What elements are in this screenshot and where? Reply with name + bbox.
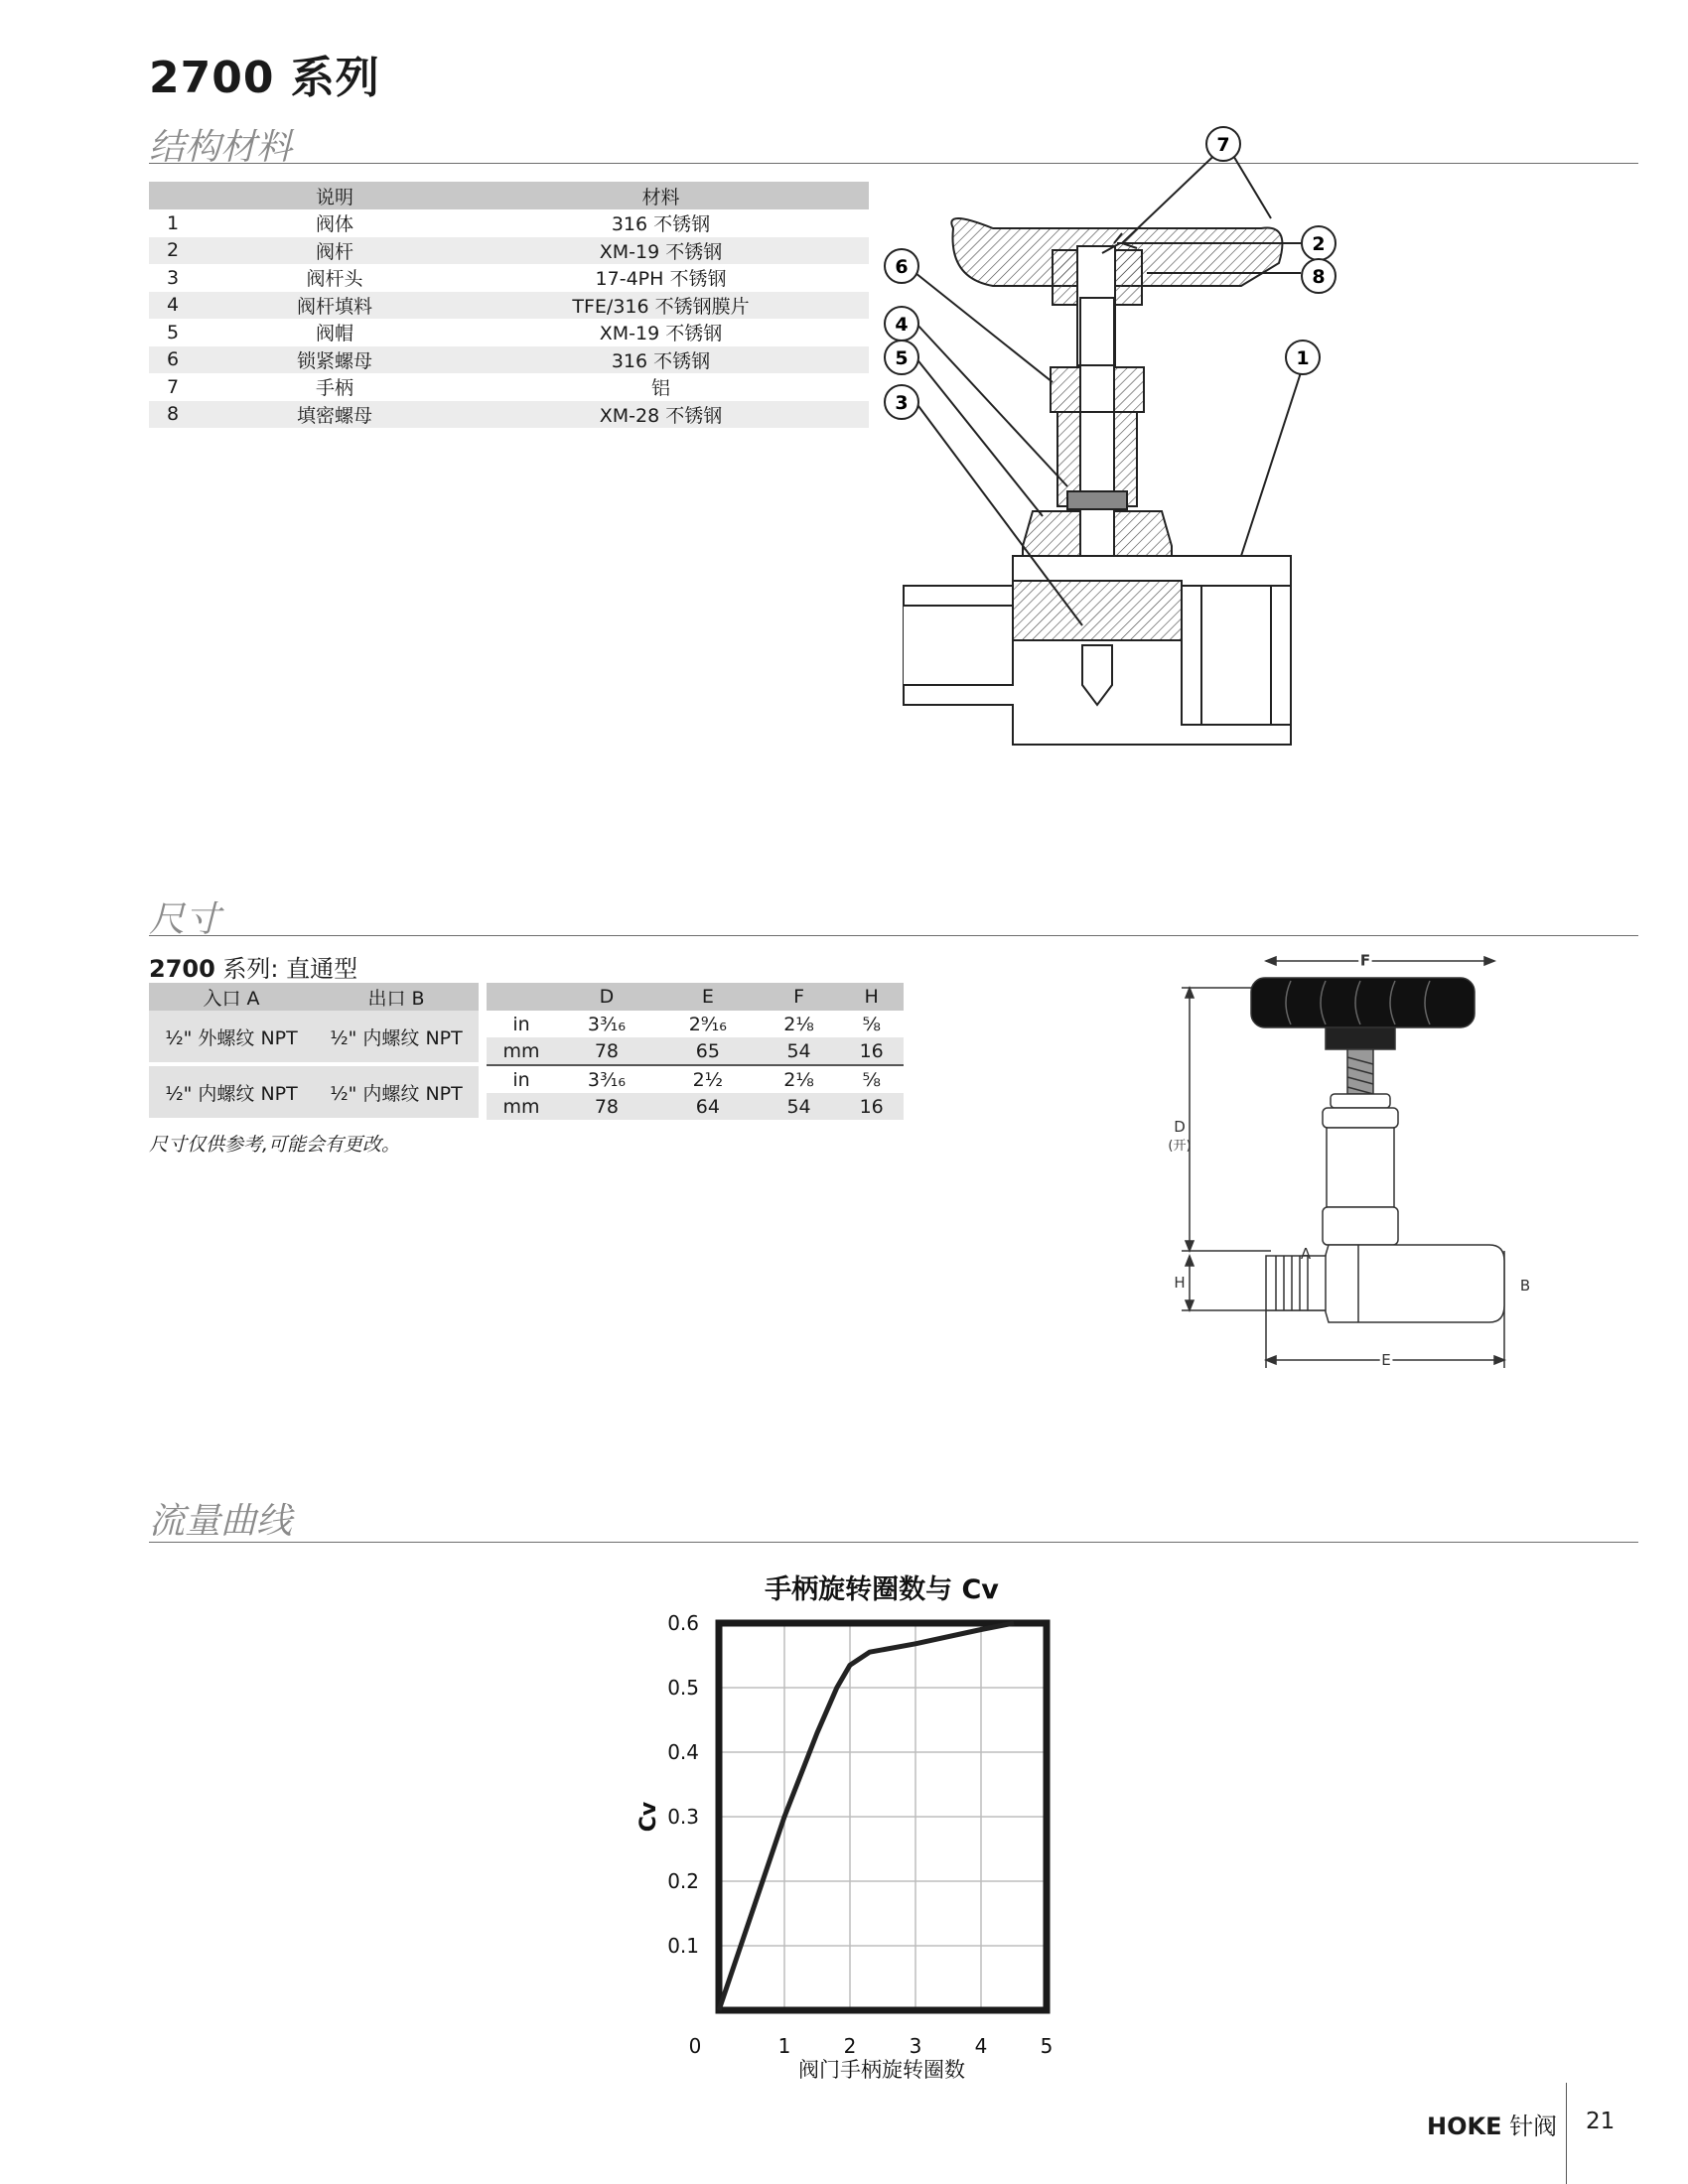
subtitle-type: 系列: 直通型 <box>214 955 358 983</box>
part-material: XM-28 不锈钢 <box>453 401 869 429</box>
unit: mm <box>487 1037 556 1065</box>
part-material: 316 不锈钢 <box>611 213 711 236</box>
svg-text:1: 1 <box>1296 347 1310 369</box>
table-row <box>487 1037 904 1065</box>
header-D: D <box>556 983 657 1011</box>
table-row <box>149 346 869 374</box>
dim-H: 16 <box>839 1037 904 1065</box>
y-tick-label: 0.5 <box>667 1676 699 1700</box>
section-title-dimensions: 尺寸 <box>149 899 221 940</box>
x-tick-label: 1 <box>777 2034 791 2058</box>
dimensions-subtitle <box>149 949 357 984</box>
table-row <box>487 1093 904 1120</box>
part-number: 7 <box>167 375 180 398</box>
svg-text:4: 4 <box>895 314 909 336</box>
dim-label-B: B <box>1519 1277 1531 1295</box>
materials-header-desc: 说明 <box>216 182 453 209</box>
header-unit <box>487 983 556 1011</box>
callout-1 <box>1286 341 1320 374</box>
chart-title: 手柄旋转圈数与 Cv <box>765 1574 999 1605</box>
part-number: 3 <box>167 266 180 289</box>
dim-label-F: F <box>1359 951 1371 970</box>
y-tick-label: 0.2 <box>667 1869 699 1893</box>
dim-H: ⅝ <box>862 1068 881 1091</box>
unit: in <box>512 1068 530 1091</box>
table-row <box>149 292 869 320</box>
ports-header-row <box>149 983 479 1011</box>
part-number: 1 <box>167 211 180 234</box>
dim-label-D: D <box>1174 1118 1186 1136</box>
part-desc: 阀体 <box>315 213 353 236</box>
subtitle-series: 2700 <box>149 955 215 983</box>
svg-text:6: 6 <box>895 256 909 278</box>
x-tick-label: 3 <box>909 2034 922 2058</box>
part-number: 2 <box>149 237 216 265</box>
section-title-flow: 流量曲线 <box>149 1501 293 1542</box>
part-number: 8 <box>149 401 216 429</box>
table-row <box>149 401 869 429</box>
y-tick-label: 0.6 <box>667 1611 699 1635</box>
part-desc: 阀杆头 <box>306 268 363 291</box>
part-desc: 阀帽 <box>315 323 353 345</box>
dim-label-H: H <box>1174 1274 1186 1292</box>
materials-header-material: 材料 <box>453 182 869 209</box>
dim-D: 3³⁄₁₆ <box>587 1013 626 1035</box>
page-number: 21 <box>1586 2109 1616 2134</box>
svg-text:3: 3 <box>895 392 909 414</box>
dim-label-D-open: (开) <box>1168 1139 1192 1154</box>
x-tick-label: 5 <box>1040 2034 1054 2058</box>
x-tick-label: 2 <box>843 2034 857 2058</box>
svg-text:2: 2 <box>1312 233 1326 255</box>
inlet-value: ½" 内螺纹 NPT <box>149 1064 314 1120</box>
x-tick-label: 4 <box>974 2034 988 2058</box>
materials-header-row <box>149 182 869 209</box>
callout-3 <box>885 385 918 419</box>
x-tick-origin: 0 <box>688 2034 702 2058</box>
part-number: 4 <box>149 292 216 320</box>
chart-grid <box>719 1623 1047 2010</box>
ports-table <box>149 983 479 1122</box>
brand-name: HOKE <box>1427 2113 1502 2140</box>
dim-D: 78 <box>556 1093 657 1120</box>
callout-2 <box>1302 226 1336 260</box>
table-row <box>487 1065 904 1093</box>
part-material: XM-19 不锈钢 <box>453 237 869 265</box>
table-row <box>487 1011 904 1037</box>
table-row <box>149 373 869 401</box>
table-row <box>149 1011 479 1064</box>
x-axis-label: 阀门手柄旋转圈数 <box>798 2058 965 2082</box>
outlet-value: ½" 内螺纹 NPT <box>314 1011 479 1064</box>
callout-5 <box>885 341 918 374</box>
section-rule <box>149 935 1638 936</box>
dim-E: 2⁹⁄₁₆ <box>688 1013 727 1035</box>
y-tick-label: 0.4 <box>667 1740 699 1764</box>
dim-E: 2½ <box>692 1068 724 1091</box>
table-row <box>149 264 869 292</box>
unit: in <box>512 1013 530 1035</box>
section-title-materials: 结构材料 <box>149 127 293 168</box>
dim-F: 54 <box>759 1093 840 1120</box>
section-rule <box>149 163 1638 164</box>
dim-D: 78 <box>556 1037 657 1065</box>
header-outlet: 出口 B <box>314 983 479 1011</box>
brand-suffix: 针阀 <box>1501 2113 1558 2140</box>
part-desc: 填密螺母 <box>216 401 453 429</box>
dim-H: 16 <box>839 1093 904 1120</box>
callout-7 <box>1206 127 1240 161</box>
outlet-value: ½" 内螺纹 NPT <box>314 1064 479 1120</box>
dim-F: 2⅛ <box>783 1068 814 1091</box>
flow-chart <box>616 1569 1092 2085</box>
dim-H: ⅝ <box>862 1013 881 1035</box>
part-number: 6 <box>149 346 216 374</box>
header-H: H <box>839 983 904 1011</box>
y-tick-labels <box>667 1611 699 1958</box>
y-tick-label: 0.3 <box>667 1805 699 1829</box>
page-title: 2700 系列 <box>149 53 380 103</box>
unit: mm <box>487 1093 556 1120</box>
y-tick-label: 0.1 <box>667 1934 699 1958</box>
dimensions-table <box>487 983 904 1120</box>
part-desc: 阀杆 <box>216 237 453 265</box>
y-axis-label: Cv <box>636 1801 661 1833</box>
part-desc: 锁紧螺母 <box>216 346 453 374</box>
table-row <box>149 209 869 237</box>
section-rule <box>149 1542 1638 1543</box>
dim-D: 3³⁄₁₆ <box>587 1068 626 1091</box>
valve-dimension-drawing <box>1152 953 1569 1410</box>
part-material: 17-4PH 不锈钢 <box>595 268 727 291</box>
part-desc: 阀杆填料 <box>216 292 453 320</box>
dim-F: 2⅛ <box>783 1013 814 1035</box>
dim-label-E: E <box>1381 1351 1391 1369</box>
part-material: 铝 <box>650 377 670 400</box>
header-E: E <box>657 983 759 1011</box>
svg-text:8: 8 <box>1312 266 1326 288</box>
callout-6 <box>885 249 918 283</box>
part-desc: 手柄 <box>315 377 353 400</box>
dim-E: 65 <box>657 1037 759 1065</box>
part-material: TFE/316 不锈钢膜片 <box>453 292 869 320</box>
callout-8 <box>1302 259 1336 293</box>
header-inlet: 入口 A <box>149 983 314 1011</box>
table-row <box>149 319 869 346</box>
x-tick-labels <box>778 2034 1054 2058</box>
footer-brand <box>1427 2107 1557 2141</box>
footer-divider <box>1566 2083 1567 2184</box>
dimensions-note: 尺寸仅供参考,可能会有更改。 <box>149 1134 401 1156</box>
table-row <box>149 237 869 265</box>
table-row <box>149 1064 479 1120</box>
materials-table <box>149 182 869 428</box>
dimensions-header-row <box>487 983 904 1011</box>
svg-text:7: 7 <box>1216 134 1230 156</box>
part-number: 5 <box>167 321 180 343</box>
dim-E: 64 <box>657 1093 759 1120</box>
part-material: XM-19 不锈钢 <box>599 323 723 345</box>
valve-cross-section-drawing <box>874 134 1331 804</box>
materials-header-num <box>149 182 216 209</box>
dim-F: 54 <box>759 1037 840 1065</box>
svg-text:5: 5 <box>895 347 909 369</box>
dim-label-A: A <box>1300 1245 1312 1263</box>
callout-4 <box>885 307 918 341</box>
inlet-value: ½" 外螺纹 NPT <box>149 1011 314 1064</box>
part-material: 316 不锈钢 <box>453 346 869 374</box>
header-F: F <box>759 983 840 1011</box>
